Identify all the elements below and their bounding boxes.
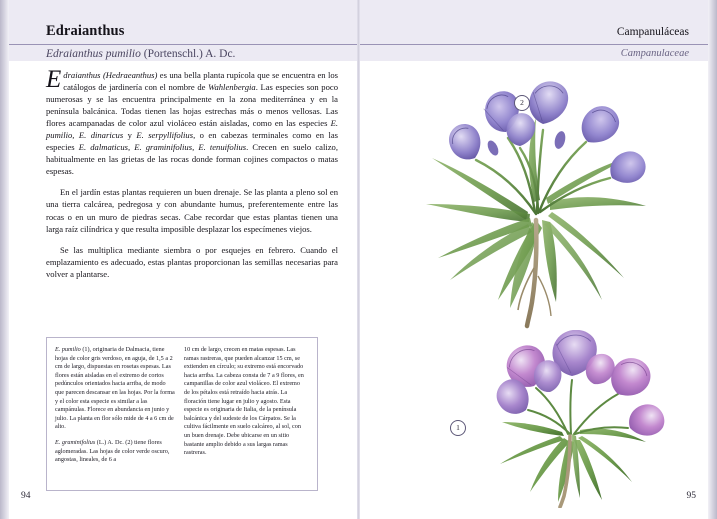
p1-text-d: . Las especies son poco numerosas y se las encuentra principalmente en la zona mediterránea y en la península balcánica. Todas tienen las hojas estrechas más o menos vellosas. Las flores acampanadas de color azul violáceo están aisladas, como en las especies [46,82,338,129]
caption-graminifolius [55,439,175,465]
p1-wahlenbergia: Wahlenbergia [208,82,256,93]
right-page [358,0,717,519]
edraianthus-pumilio-illustration [446,330,696,508]
family-name-latin: Campanulaceae [620,48,689,59]
figure-callout-2: 2 [514,95,530,111]
figure-callout-1: 1 [450,420,466,436]
page-edge-right [708,0,717,519]
species-authority: (Portenschl.) A. Dc. [140,48,236,60]
caption-pumilio-name: E. pumilio [55,346,81,353]
header-rule-right [358,44,717,45]
left-page [0,0,358,519]
species-subtitle [46,48,235,60]
edraianthus-graminifolius-illustration [380,62,700,330]
header-rule [0,44,358,45]
book-gutter [357,0,360,519]
p1-genus-italic: draianthus (Hedraeanthus) [63,70,158,80]
caption-pumilio-text: (1), originaria de Dalmacia, tiene hojas de color gris verdoso, en aguja, de 1,5 a 2 cm de largo, dispuestas en rosetas espesas. Las flores están aisladas en el extremo de cortos pedúnculos orientados hacia arriba, de modo que parecen descansar en las hojas. Por la forma y el color esta especie es similar a las campánulas. Florece en abundancia en junio y julio. La planta en flor sólo mide de 4 a 6 cm de alto. [55,346,175,431]
p1-text-h: , o en cabezas terminales como en las especies [46,130,338,153]
page-title: Edraianthus [46,23,125,39]
p1-text-b: es una bella planta rupícola que se encuentra en los catálogos de jardinería con el nombre de [63,70,338,93]
page-number-right: 95 [686,491,696,501]
caption-box [46,337,318,491]
caption-column-1 [55,346,175,472]
caption-continuation: 10 cm de largo, crecen en matas espesas. Las ramas rastreras, que pueden alcanzar 15 cm, se extienden en círculo; su extremo está encorvado hacia arriba. La cabeza consta de 7 a 9 flores, en campanillas de color azul violáceo. El extremo de los pétalos está retraído hacia atrás. La floración tiene lugar en julio y agosto. Esta especie es originaria de Italia, de la península balcánica y del sudeste de los Cárpatos. Se la cultiva fácilmente en suelo calcáreo, al sol, con un buen drenaje. Debe ubicarse en un sitio bastante amplio debido a sus largas ramas rastreras. [184,346,304,457]
caption-graminifolius-name: E. graminifolius [55,438,96,446]
p1-text-f: y [123,130,137,141]
p1-species-i: E. dalmaticus, E. graminifolius, E. tenuifolius [78,142,247,153]
drop-cap: E [46,66,62,93]
paragraph-3: Se las multiplica mediante siembra o por esquejes en febrero. Cuando el emplazamiento es adecuado, estas plantas proporcionan las semillas necesarias para volver a plantarse. [46,244,338,279]
caption-pumilio [55,346,175,432]
article-body [46,66,338,289]
caption-columns [47,338,317,472]
paragraph-1 [46,66,338,177]
family-name-spanish: Campanuláceas [616,26,689,38]
page-edge-left [0,0,9,519]
species-latin-name: Edraianthus pumilio [46,48,141,60]
caption-column-2 [184,346,304,472]
page-number-left: 94 [21,491,31,501]
caption-graminifolius-text: (L.) A. Dc. (2) tiene flores aglomeradas. Las hojas de color verde oscuro, angostas, lineales, de 6 a [55,438,170,464]
p1-text-j: . Crecen en suelo calizo, habitualmente en las grietas de las rocas donde forman cojines compactos o matas espesas. [46,142,338,177]
p1-species-e: E. pumilio, E. dinaricus [46,118,338,141]
p1-species-g: E. serpyllifolius [136,130,194,141]
paragraph-2: En el jardín estas plantas requieren un buen drenaje. Se las planta a pleno sol en una tierra calcárea, pedregosa y con abundante humus, preferentemente entre las rocas o en un muro de piedras secas. Cabe recordar que estas plantas tienen una larga raíz cilíndrica y que resulta imposible desplazar los especímenes viejos. [46,187,338,234]
